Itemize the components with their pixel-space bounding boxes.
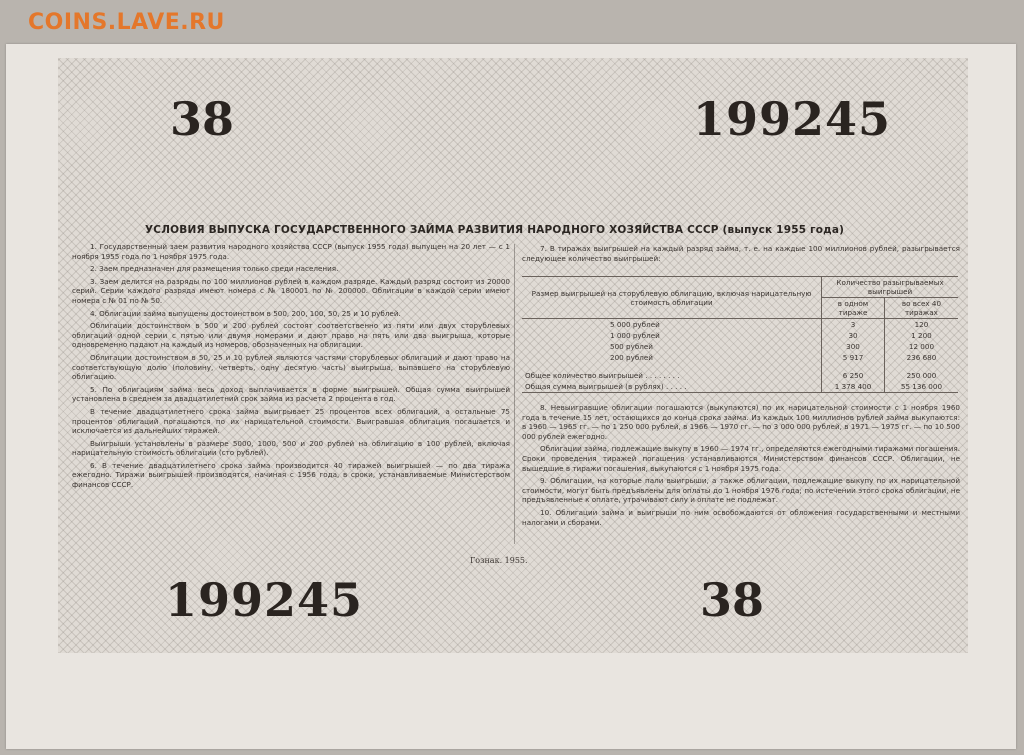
per-draw-header: в одном тираже	[822, 298, 885, 319]
conditions-left-column	[72, 242, 510, 493]
clause-5: 5. По облигациям займа весь доход выплачивается в форме выигрышей. Общая сумма выигрышей установлена в среднем за двадцатилетний срок займа из расчета 2 процента в год.	[72, 384, 510, 404]
clause-8-detail: Облигации займа, подлежащие выкупу в 1960 — 1974 гг., определяются ежегодными тиражами погашения. Сроки проведения тиражей погашения устанавливаются Министерством финансов СССР. Облигации, не вышедшие в тиражи погашения, выкупаются с 1 ноября 1975 года.	[522, 444, 960, 473]
clause-5-detail-b: Выигрыши установлены в размере 5000, 1000, 500 и 200 рублей на облигацию в 100 рублей, включая нарицательную стоимость облигации (сто рублей).	[72, 438, 510, 458]
total-sum-label: Общая сумма выигрышей (в рублях) . . . . .	[525, 382, 687, 391]
clause-8: 8. Невыигравшие облигации погашаются (выкупаются) по их нарицательной стоимости с 1 ноября 1960 года в течение 15 лет, остающихся до конца срока займа. Из каждых 100 миллионов рублей займа выкупаются: в 1960 — 1965 гг. — по 1 250 000 рублей, в 1966 — 1970 гг. — по 3 000 000 рублей, в 1971 — 1975 гг. — по 10 500 000 рублей ежегодно.	[522, 403, 960, 441]
clause-2: 2. Заем предназначен для размещения только среди населения.	[90, 264, 339, 274]
total-sum-all-draws: 55 136 000	[884, 381, 958, 393]
clause-6: 6. В течение двадцатилетнего срока займа производится 40 тиражей выигрышей — по два тиража ежегодно. Тиражи выигрышей производятся, начиная с 1956 года, в сроки, устанавливаемые Министерством финансов СССР.	[72, 460, 510, 490]
clause-4: 4. Облигации займа выпущены достоинством в 500, 200, 100, 50, 25 и 10 рублей.	[90, 308, 401, 318]
clause-10: 10. Облигации займа и выигрыши по ним освобождаются от обложения государственными и местными налогами и сборами.	[522, 507, 960, 527]
prize-all-draws: 1 200	[884, 330, 958, 341]
clause-4-detail-a: Облигации достоинством в 500 и 200 рублей состоят соответственно из пяти или двух сторублевых облигаций одной серии с пятью или двумя номерами и дают право на пять или два выигрыша, которые одновременно падают на каждый из номеров, обозначенных на облигации.	[72, 321, 510, 350]
prize-per-draw: 30	[822, 330, 885, 341]
site-watermark: COINS.LAVE.RU	[28, 10, 225, 35]
clause-1: 1. Государственный заем развития народного хозяйства СССР (выпуск 1955 года) выпущен на 20 лет — с 1 ноября 1955 года по 1 ноября 1975 года.	[72, 242, 510, 261]
prize-table	[522, 276, 958, 393]
prize-amount: 200 рублей	[610, 353, 653, 362]
clause-9: 9. Облигации, на которые пали выигрыши, а также облигации, подлежащие выкупу по их нарицательной стоимости, могут быть предъявлены для оплаты до 1 ноября 1976 года; по истечении этого срока облигации, не предъявленные к оплате, утрачивают силу и оплате не подлежат.	[522, 476, 960, 505]
total-count-label: Общее количество выигрышей . . . . . . . .	[525, 371, 680, 380]
conditions-right-column	[522, 403, 960, 530]
conditions-heading: УСЛОВИЯ ВЫПУСКА ГОСУДАРСТВЕННОГО ЗАЙМА РАЗВИТИЯ НАРОДНОГО ХОЗЯЙСТВА СССР (выпуск 1955 года)	[145, 224, 845, 236]
prize-amount: 1 000 рублей	[610, 331, 660, 340]
total-sum-row	[522, 381, 958, 393]
total-sum-per-draw: 1 378 400	[822, 381, 885, 393]
prize-amount: 500 рублей	[610, 342, 653, 351]
clause-4-detail-b: Облигации достоинством в 50, 25 и 10 рублей являются частями сторублевых облигаций и дают право на соответствующую долю (половину, четверть, одну десятую часть) выигрыша, выпавшего на сторублевую облигацию.	[72, 352, 510, 382]
series-number-top-left: 38	[170, 92, 235, 146]
prize-all-draws: 236 680	[884, 352, 958, 363]
prize-all-draws: 120	[884, 319, 958, 331]
serial-number-bottom-left: 199245	[165, 573, 364, 627]
clause-5-detail-a: В течение двадцатилетнего срока займа выигрывает 25 процентов всех облигаций, а остальные 75 процентов облигаций погашаются по их нарицательной стоимости. Выигравшая облигация погашается и исключается из дальнейших тиражей.	[72, 406, 510, 436]
clause-7: 7. В тиражах выигрышей на каждый разряд займа, т. е. на каждые 100 миллионов рублей, разыгрывается следующее количество выигрышей:	[522, 244, 960, 263]
table-row	[522, 352, 958, 363]
prize-all-draws: 12 000	[884, 341, 958, 352]
all-draws-header: во всех 40 тиражах	[884, 298, 958, 319]
total-count-all-draws: 250 000	[884, 363, 958, 381]
clause-7-intro	[522, 244, 960, 266]
table-row	[522, 330, 958, 341]
table-row	[522, 319, 958, 331]
prize-per-draw: 3	[822, 319, 885, 331]
prize-count-header: Количество разыгрываемых выигрышей	[822, 277, 958, 298]
column-divider	[514, 244, 515, 544]
series-number-bottom-right: 38	[700, 573, 765, 627]
table-row	[522, 341, 958, 352]
serial-number-top-right: 199245	[693, 92, 892, 146]
prize-amount: 5 000 рублей	[610, 320, 660, 329]
clause-3: 3. Заем делится на разряды по 100 миллионов рублей в каждом разряде. Каждый разряд состоит из 20000 серий. Серии каждого разряда имеют номера с № 180001 по № 200000. Облигации в каждой серии имеют номера с № 01 по № 50.	[72, 276, 510, 305]
total-count-row	[522, 363, 958, 381]
printer-imprint: Гознак. 1955.	[470, 556, 528, 565]
prize-per-draw: 5 917	[822, 352, 885, 363]
prize-per-draw: 300	[822, 341, 885, 352]
prize-size-header: Размер выигрышей на сторублевую облигацию, включая нарицательную стоимость облигации	[522, 277, 822, 319]
total-count-per-draw: 6 250	[822, 363, 885, 381]
